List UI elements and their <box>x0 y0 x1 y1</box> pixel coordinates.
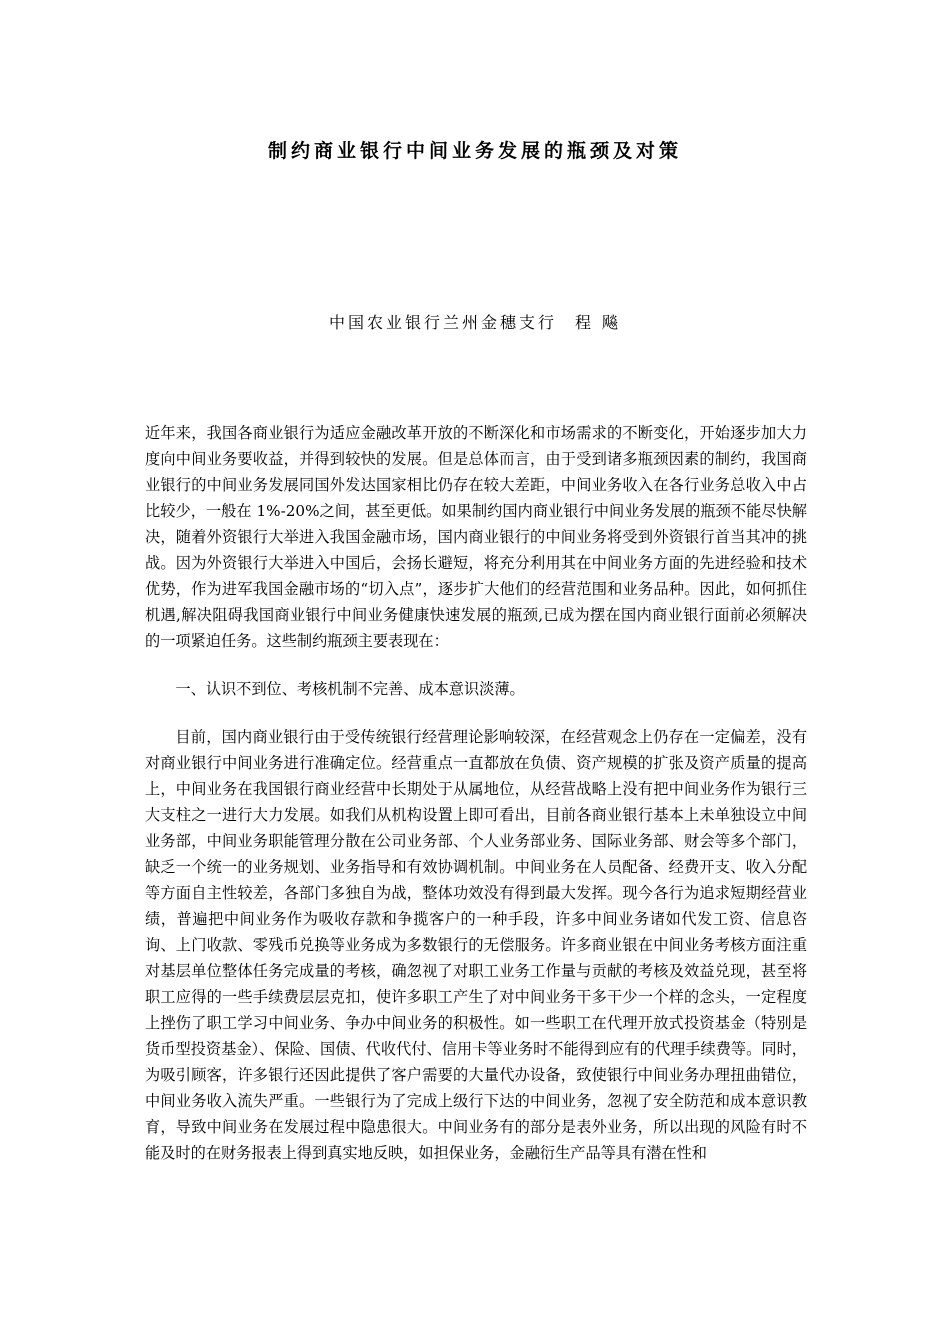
document-body <box>145 420 807 1166</box>
section-heading: 一、认识不到位、考核机制不完善、成本意识淡薄。 <box>175 680 525 698</box>
body-paragraph: 目前，国内商业银行由于受传统银行经营理论影响较深，在经营观念上仍存在一定偏差，没有对商业银行中间业务进行准确定位。经营重点一直都放在负债、资产规模的扩张及资产质量的提高上，中间业务在我国银行商业经营中长期处于从属地位，从经营战略上没有把中间业务作为银行三大支柱之一进行大力发展。如我们从机构设置上即可看出，目前各商业银行基本上未单独设立中间业务部，中间业务职能管理分散在公司业务部、个人业务部业务、国际业务部、财会等多个部门，缺乏一个统一的业务规划、业务指导和有效协调机制。中间业务在人员配备、经费开支、收入分配等方面自主性较差，各部门多独自为战，整体功效没有得到最大发挥。现今各行为追求短期经营业绩，普遍把中间业务作为吸收存款和争揽客户的一种手段，许多中间业务诸如代发工资、信息咨询、上门收款、零残币兑换等业务成为多数银行的无偿服务。许多商业银在中间业务考核方面注重对基层单位整体任务完成量的考核，确忽视了对职工业务工作量与贡献的考核及效益兑现，甚至将职工应得的一些手续费层层克扣，使许多职工产生了对中间业务干多干少一个样的念头，一定程度上挫伤了职工学习中间业务、争办中间业务的积极性。如一些职工在代理开放式投资基金（特别是货币型投资基金）、保险、国债、代收代付、信用卡等业务时不能得到应有的代理手续费等。同时，为吸引顾客，许多银行还因此提供了客户需要的大量代办设备，致使银行中间业务办理扭曲错位，中间业务收入流失严重。一些银行为了完成上级行下达的中间业务，忽视了安全防范和成本意识教育，导致中间业务在发展过程中隐患很大。中间业务有的部分是表外业务，所以出现的风险有时不能及时的在财务报表上得到真实地反映，如担保业务，金融衍生产品等具有潜在性和 <box>145 728 807 1162</box>
author-line <box>0 310 950 333</box>
document-title: 制约商业银行中间业务发展的瓶颈及对策 <box>267 140 682 162</box>
intro-paragraph: 近年来，我国各商业银行为适应金融改革开放的不断深化和市场需求的不断变化，开始逐步加大力度向中间业务要收益，并得到较快的发展。但是总体而言，由于受到诸多瓶颈因素的制约，我国商业银行的中间业务发展同国外发达国家相比仍存在较大差距，中间业务收入在各行业务总收入中占比较少，一般在 1%-20%之间，甚至更低。如果制约国内商业银行中间业务发展的瓶颈不能尽快解决，随着外资银行大举进入我国金融市场，国内商业银行的中间业务将受到外资银行首当其冲的挑战。因为外资银行大举进入中国后，会扬长避短，将充分利用其在中间业务方面的先进经验和技术优势，作为进军我国金融市场的“切入点”，逐步扩大他们的经营范围和业务品种。因此，如何抓住机遇,解决阻碍我国商业银行中间业务健康快速发展的瓶颈,已成为摆在国内商业银行面前必须解决的一项紧迫任务。这些制约瓶颈主要表现在： <box>145 424 807 650</box>
author-affiliation: 中国农业银行兰州金穗支行 <box>328 313 557 332</box>
author-name: 程 飚 <box>574 313 622 332</box>
